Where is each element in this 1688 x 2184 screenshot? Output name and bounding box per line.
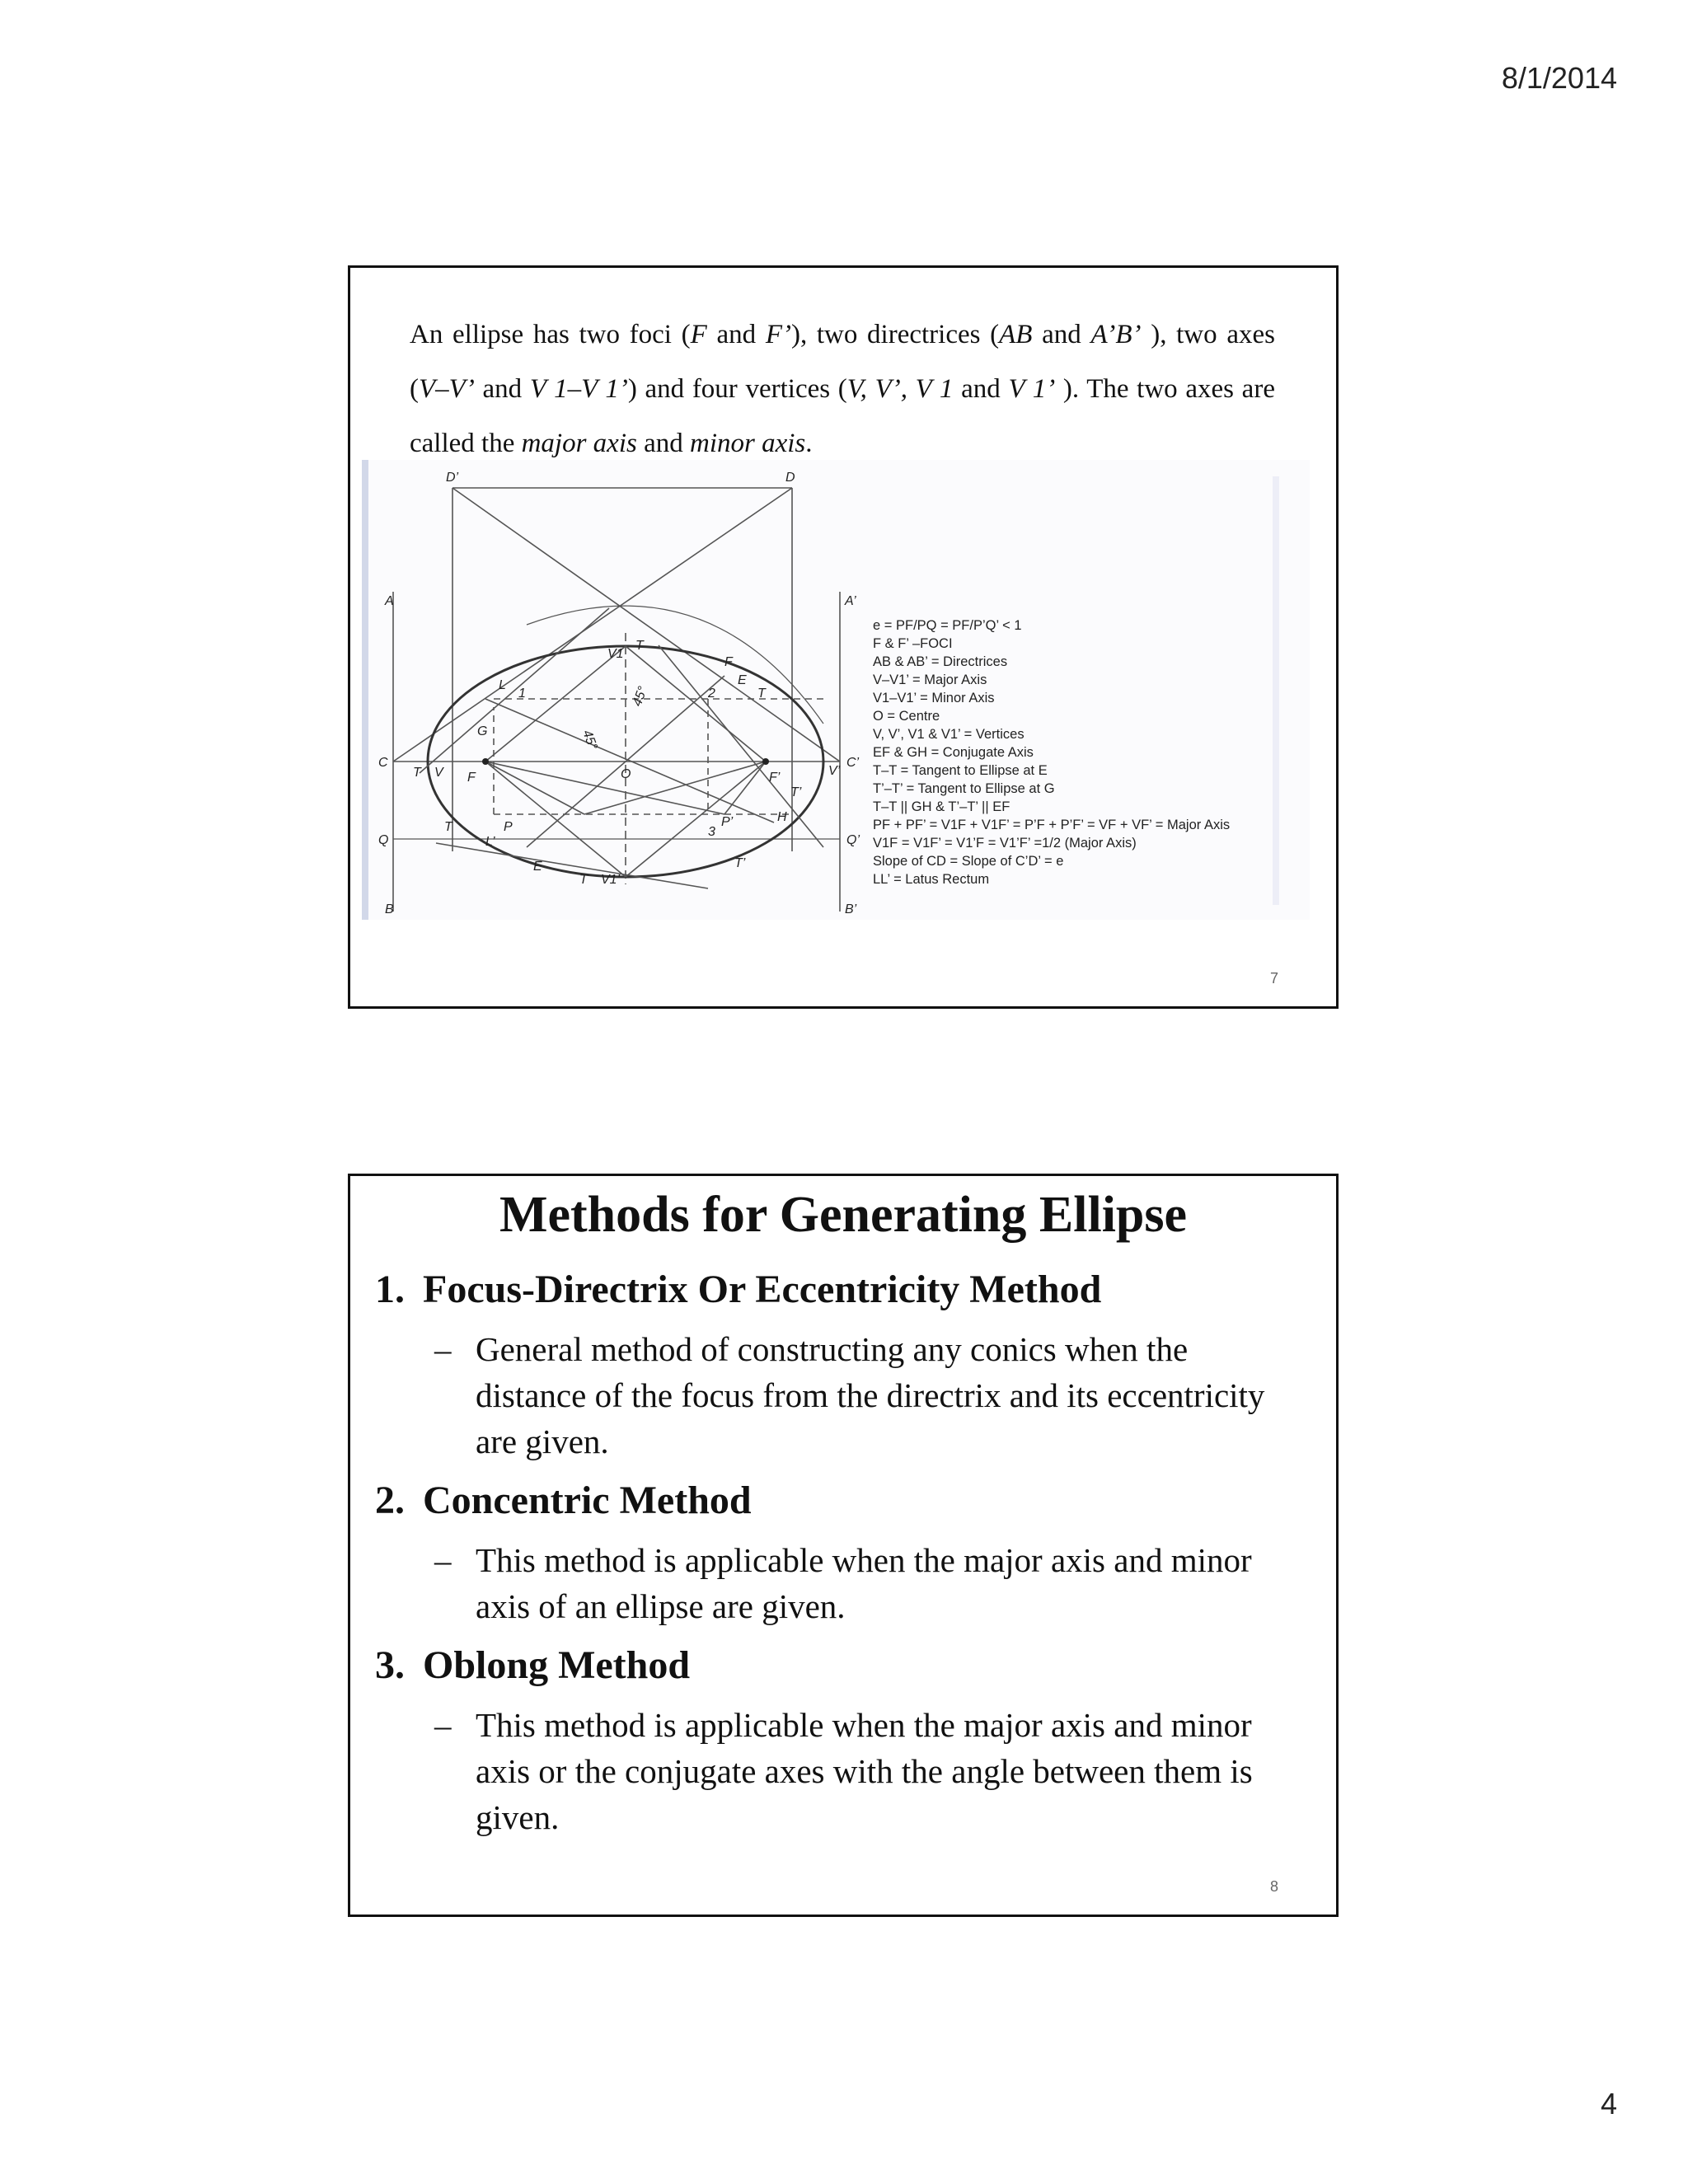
label-angle-45: 45° — [630, 684, 651, 709]
label-angle-45: 45° — [579, 728, 600, 752]
legend-line: V1–V1’ = Minor Axis — [873, 691, 995, 705]
legend-line: V, V’, V1 & V1’ = Vertices — [873, 727, 1025, 742]
method-desc-text: This method is applicable when the major axis and minor axis or the conjugate axes with the angle between them is given. — [476, 1706, 1253, 1836]
intro-text: F — [690, 320, 707, 349]
method-number: 1. — [375, 1268, 405, 1311]
dash-bullet: – — [434, 1706, 452, 1744]
label-l: L — [499, 678, 506, 692]
method-name: Oblong Method — [423, 1643, 691, 1687]
legend-line: Slope of CD = Slope of C’D’ = e — [873, 854, 1064, 869]
slide-8 — [348, 1174, 1339, 1917]
intro-text: ) and four vertices ( — [627, 374, 847, 404]
figure-legend — [873, 616, 1230, 888]
legend-line: EF & GH = Conjugate Axis — [873, 745, 1034, 760]
intro-text: AB — [999, 320, 1033, 349]
intro-text: minor axis — [690, 429, 806, 458]
label-v1: V1 — [607, 647, 624, 661]
label-2: 2 — [708, 687, 715, 701]
label-t: T — [413, 766, 421, 780]
intro-text: A’B’ — [1090, 320, 1142, 349]
label-c-prime: C’ — [846, 756, 860, 770]
label-a: A — [385, 594, 394, 608]
method-heading-3 — [375, 1643, 690, 1688]
ellipse-construction-figure — [362, 460, 1310, 920]
legend-line: AB & AB’ = Directrices — [873, 654, 1008, 669]
intro-text: ), two directrices ( — [790, 320, 1000, 349]
label-t: T — [635, 639, 644, 653]
legend-line: V1F = V1F’ = V1’F = V1’F’ =1/2 (Major Axis) — [873, 836, 1137, 851]
intro-paragraph — [410, 307, 1275, 471]
slide-number: 8 — [1269, 1878, 1278, 1895]
label-e: E — [533, 860, 542, 874]
method-heading-2 — [375, 1478, 752, 1523]
method-desc-2 — [434, 1537, 1283, 1629]
legend-line: PF + PF’ = V1F + V1F’ = P’F + P’F’ = VF + VF’ = Major Axis — [873, 818, 1231, 832]
label-c: C — [378, 756, 388, 770]
legend-line: LL’ = Latus Rectum — [873, 872, 990, 887]
method-desc-3 — [434, 1702, 1283, 1840]
page-number: 4 — [1600, 2087, 1617, 2121]
intro-text: major axis — [521, 429, 637, 458]
label-q-prime: Q’ — [846, 833, 860, 847]
intro-text: V 1–V 1’ — [529, 374, 628, 404]
label-t-prime: T’ — [734, 856, 746, 870]
label-l-prime: L’ — [485, 835, 495, 849]
label-t: T — [444, 820, 452, 834]
intro-text: An ellipse has two foci ( — [410, 320, 691, 349]
label-p: P — [504, 820, 513, 834]
label-p-prime: P’ — [721, 815, 734, 829]
method-desc-text: This method is applicable when the major axis and minor axis of an ellipse are given. — [476, 1541, 1252, 1625]
legend-line: T–T = Tangent to Ellipse at E — [873, 763, 1048, 778]
label-1: 1 — [518, 687, 526, 701]
slide-title: Methods for Generating Ellipse — [499, 1187, 1188, 1243]
intro-text: V, V’, V 1 — [846, 374, 954, 404]
intro-text: and — [636, 429, 690, 458]
intro-text: and — [1032, 320, 1091, 349]
method-number: 2. — [375, 1479, 405, 1522]
label-h: H — [777, 810, 787, 824]
legend-line: V–V1’ = Major Axis — [873, 673, 987, 687]
slide-7 — [348, 265, 1339, 1009]
label-o: O — [621, 767, 631, 781]
intro-text: V 1’ — [1008, 374, 1056, 404]
intro-text: and — [953, 374, 1009, 404]
label-d: D — [785, 471, 795, 485]
method-heading-1 — [375, 1267, 1101, 1312]
label-g: G — [477, 724, 488, 738]
dash-bullet: – — [434, 1541, 452, 1579]
label-v1-prime: V1’ — [601, 873, 621, 887]
intro-text: and — [706, 320, 766, 349]
legend-line: O = Centre — [873, 709, 940, 724]
label-f-prime: F’ — [769, 771, 781, 785]
label-t: T — [757, 687, 766, 701]
label-3: 3 — [708, 825, 715, 839]
method-desc-text: General method of constructing any conics when the distance of the focus from the directrix and its eccentricity are given. — [476, 1330, 1265, 1460]
legend-line: T–T || GH & T’–T’ || EF — [873, 799, 1010, 814]
intro-text: V–V’ — [419, 374, 475, 404]
label-f: F — [467, 771, 476, 785]
method-name: Concentric Method — [423, 1479, 752, 1522]
method-number: 3. — [375, 1643, 405, 1687]
label-t: T — [579, 873, 588, 887]
slide-number: 7 — [1269, 970, 1278, 987]
intro-text: ), two axes ( — [410, 320, 1275, 404]
dash-bullet: – — [434, 1330, 452, 1368]
legend-line: F & F’ –FOCI — [873, 636, 953, 651]
method-name: Focus-Directrix Or Eccentricity Method — [423, 1268, 1102, 1311]
intro-text: ). The two axes are called the — [410, 374, 1275, 458]
label-a-prime: A’ — [845, 594, 856, 608]
intro-text: F’ — [765, 320, 791, 349]
intro-text: . — [805, 429, 813, 458]
label-b-prime: B’ — [845, 902, 857, 916]
intro-text: and — [474, 374, 530, 404]
label-f-upper: F — [724, 655, 733, 669]
label-e-upper: E — [738, 673, 747, 687]
label-d-prime: D’ — [446, 471, 459, 485]
label-v: V — [434, 766, 443, 780]
label-v-prime: V’ — [828, 764, 841, 778]
label-q: Q — [378, 833, 389, 847]
label-b: B — [385, 902, 394, 916]
page-date: 8/1/2014 — [1501, 61, 1617, 95]
legend-line: T’–T’ = Tangent to Ellipse at G — [873, 781, 1055, 796]
method-desc-1 — [434, 1326, 1283, 1465]
legend-line: e = PF/PQ = PF/P’Q’ < 1 — [873, 618, 1022, 633]
label-t-prime: T’ — [790, 785, 802, 799]
